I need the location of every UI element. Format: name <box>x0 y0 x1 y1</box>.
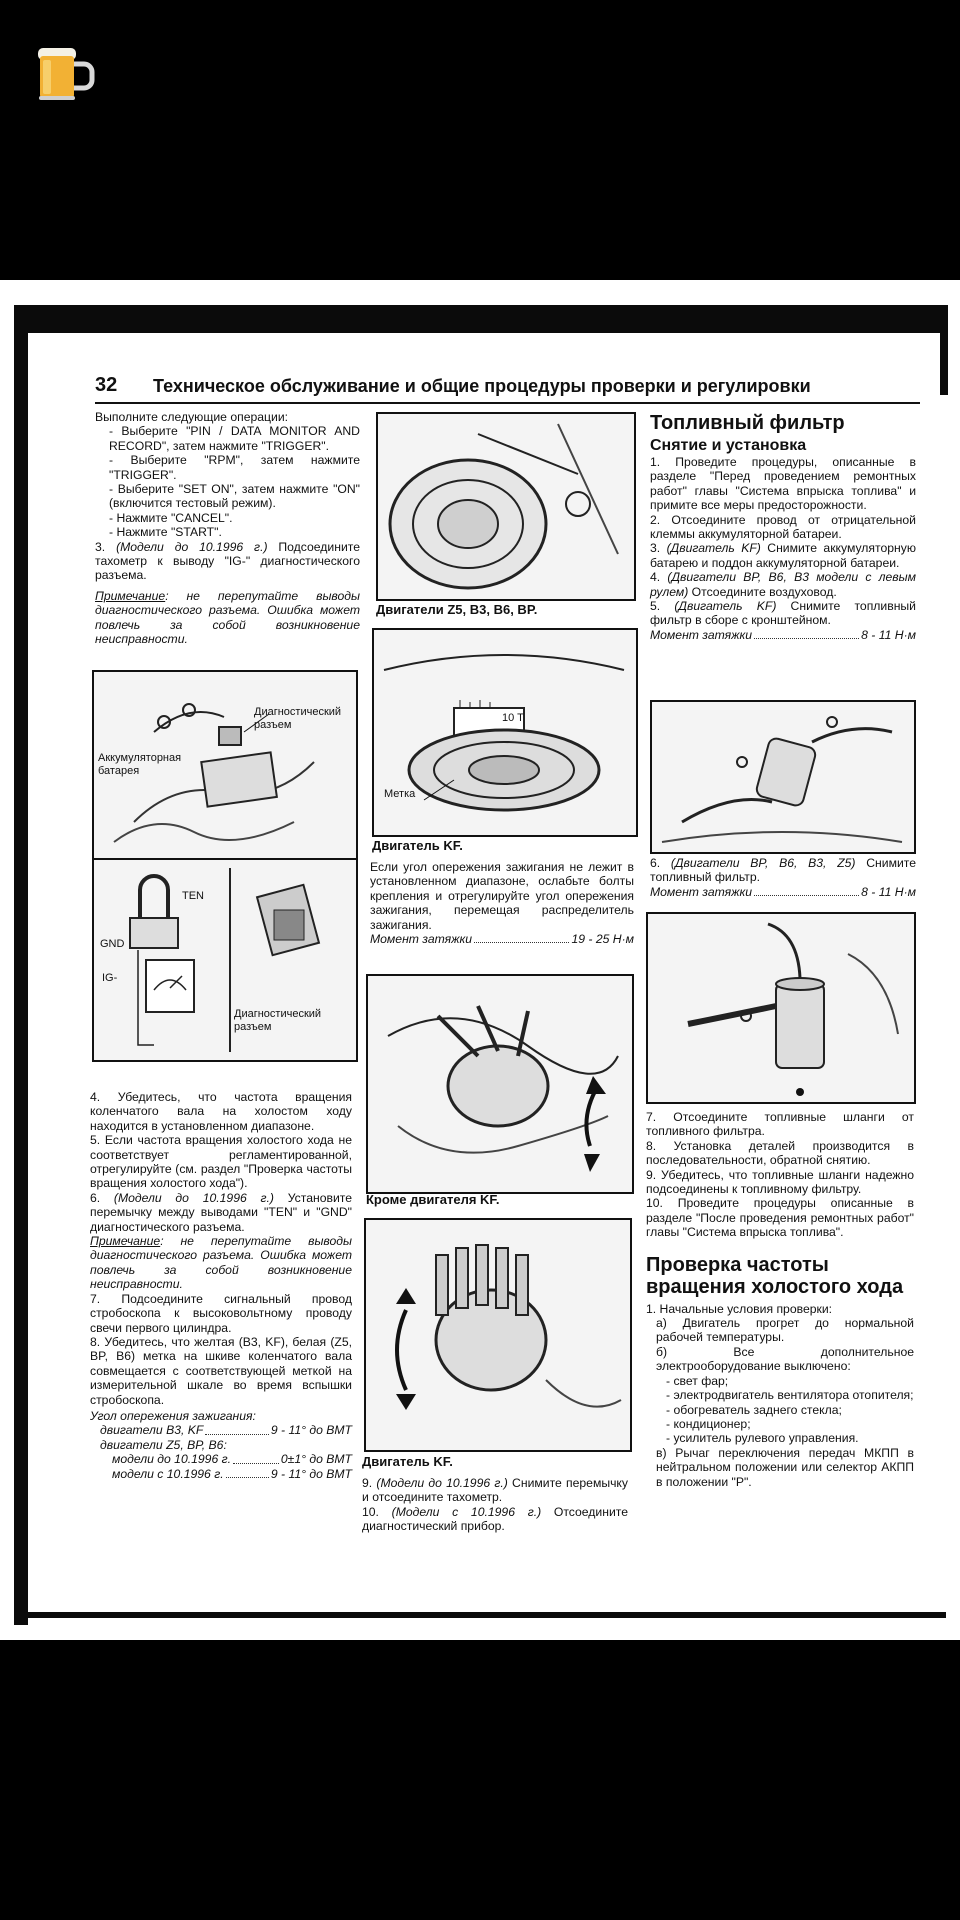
op-item: - Нажмите "CANCEL". <box>109 510 233 525</box>
intro-text: Выполните следующие операции: <box>95 410 289 424</box>
distributor-illustration <box>368 976 632 1192</box>
step-6: 6. (Модели до 10.1996 г.) Установите перемычку между выводами "TEN" и "GND" диагностического разъема. <box>90 1190 352 1234</box>
right-column-mid <box>650 856 916 899</box>
filter-step-2: 2. Отсоедините провод от отрицательной клеммы аккумуляторной батареи. <box>650 512 916 542</box>
figure-battery-connector <box>92 670 358 862</box>
check-subitem: - электродвигатель вентилятора отопителя; <box>666 1388 914 1403</box>
step-4: 4. Убедитесь, что частота вращения коленчатого вала на холостом ходу находится в установленном диапазоне. <box>90 1090 352 1133</box>
filter-step-7: 7. Отсоедините топливные шланги от топливного фильтра. <box>646 1110 914 1139</box>
figure-distributor-kf <box>364 1218 632 1452</box>
adjust-paragraph: Если угол опережения зажигания не лежит в установленном диапазоне, ослабьте болты крепления и отрегулируйте угол опережения зажигания, перемещая распределитель зажигания. <box>370 860 634 932</box>
filter-step-6: 6. (Двигатели BP, B6, B3, Z5) Снимите топливный фильтр. <box>650 856 916 885</box>
op-item: - Выберите "SET ON", затем нажмите "ON" (включится тестовый режим). <box>109 482 360 511</box>
spec-title: Угол опережения зажигания: <box>90 1408 256 1423</box>
figure-fuel-filter <box>646 912 916 1104</box>
label-mark: Метка <box>384 788 416 800</box>
figure-distributor <box>366 974 634 1194</box>
figure-pulley-z5 <box>376 412 636 601</box>
spec-row: модели до 10.1996 г. 0±1° до ВМТ <box>112 1452 352 1467</box>
note-1: Примечание: не перепутайте выводы диагностического разъема. Ошибка может повлечь за собой возникновение неисправности. <box>95 588 360 647</box>
check-subitem: - кондиционер; <box>666 1416 751 1431</box>
middle-text-1 <box>370 860 634 946</box>
filter-step-10: 10. Проведите процедуры описанные в разделе "После проведения ремонтных работ" главы "Система впрыска топлива". <box>646 1196 914 1240</box>
pulley-illustration <box>378 414 634 599</box>
right-column-top <box>650 412 916 642</box>
torque-spec-1: Момент затяжки 8 - 11 Н·м <box>650 627 916 642</box>
spec-row: двигатели B3, KF 9 - 11° до ВМТ <box>100 1423 352 1438</box>
page-header <box>95 374 920 404</box>
filter-step-9: 9. Убедитесь, что топливные шланги надежно подсоединены к топливному фильтру. <box>646 1167 914 1197</box>
heading-fuel-filter: Топливный фильтр <box>650 412 845 434</box>
caption-except-kf: Кроме двигателя KF. <box>366 1192 500 1207</box>
beer-mug-icon <box>30 38 100 108</box>
heading-idle-check: Проверка частоты вращения холостого хода <box>646 1253 904 1298</box>
filter-step-1: 1. Проведите процедуры, описанные в разделе "Перед проведением ремонтных работ" главы "Система впрыска топлива" и примите все меры предосторожности. <box>650 455 916 513</box>
label-10t: 10 T <box>502 712 524 724</box>
filter-step-3: 3. (Двигатель KF) Снимите аккумуляторную батарею и поддон аккумуляторной батареи. <box>650 541 916 570</box>
step-9: 9. (Модели до 10.1996 г.) Снимите перемычку и отсоедините тахометр. <box>362 1476 628 1505</box>
spec-row: модели с 10.1996 г. 9 - 11° до ВМТ <box>112 1466 352 1481</box>
heading-removal: Снятие и установка <box>650 437 807 454</box>
step-10: 10. (Модели с 10.1996 г.) Отсоедините диагностический прибор. <box>362 1504 628 1534</box>
caption-distributor-kf: Двигатель KF. <box>362 1454 453 1469</box>
scan-border-bottom <box>14 1612 946 1618</box>
op-item: - Выберите "PIN / DATA MONITOR AND RECORD", затем нажмите "TRIGGER". <box>109 424 360 453</box>
op-item: - Нажмите "START". <box>109 525 222 540</box>
label-diagnostic-connector: Диагностический разъем <box>254 706 342 731</box>
check-subitem: - свет фар; <box>666 1373 729 1388</box>
label-connector: Диагностический разъем <box>234 1008 322 1033</box>
scan-border-top <box>14 305 946 333</box>
filter-step-8: 8. Установка деталей производится в последовательности, обратной снятию. <box>646 1138 914 1168</box>
check-subitem: - обогреватель заднего стекла; <box>666 1402 842 1417</box>
check-item-b: б) Все дополнительное электрооборудование выключено: <box>656 1344 914 1374</box>
figure-pulley-kf <box>372 628 638 837</box>
caption-fig-kf: Двигатель KF. <box>372 838 463 853</box>
label-ten: TEN <box>182 890 204 902</box>
fuel-filter-kf-illustration <box>652 702 914 852</box>
filter-step-4: 4. (Двигатели BP, B6, B3 модели с левым рулем) Отсоедините воздуховод. <box>650 570 916 599</box>
fuel-filter-illustration <box>648 914 914 1102</box>
torque-spec-2: Момент затяжки 8 - 11 Н·м <box>650 884 916 899</box>
step-8: 8. Убедитесь, что желтая (B3, KF), белая (Z5, BP, B6) метка на шкиве коленчатого вала совмещается с соответствующей меткой на измерительной шкале во время вспышки стробоскопа. <box>90 1334 352 1407</box>
distributor-kf-illustration <box>366 1220 630 1450</box>
step-5: 5. Если частота вращения холостого хода не соответствует регламентированной, отрегулируйте (см. раздел "Проверка частоты вращения холостого хода"). <box>90 1133 352 1191</box>
filter-step-5: 5. (Двигатель KF) Снимите топливный фильтр в сборе с кронштейном. <box>650 599 916 628</box>
torque-spec: Момент затяжки 19 - 25 Н·м <box>370 932 634 947</box>
step-3: 3. (Модели до 10.1996 г.) Подсоедините тахометр к выводу "IG-" диагностического разъема. <box>95 539 360 583</box>
check-item-a: а) Двигатель прогрет до нормальной рабочей температуры. <box>656 1316 914 1345</box>
scan-border-left <box>14 305 28 1625</box>
op-item: - Выберите "RPM", затем нажмите "TRIGGER". <box>109 453 360 482</box>
page-number: 32 <box>95 374 118 396</box>
scan-border-right <box>940 305 948 395</box>
right-column-bottom <box>646 1110 914 1489</box>
spec-row: двигатели Z5, BP, B6: <box>100 1437 227 1452</box>
page-title: Техническое обслуживание и общие процедуры проверки и регулировки <box>153 376 811 396</box>
check-step-1: 1. Начальные условия проверки: <box>646 1301 833 1316</box>
label-gnd: GND <box>100 938 125 950</box>
left-column-bottom <box>90 1090 352 1481</box>
pulley-kf-illustration <box>374 630 636 835</box>
step-7: 7. Подсоедините сигнальный провод стробоскопа к высоковольтному проводу свечи первого цилиндра. <box>90 1291 352 1335</box>
label-battery: Аккумуляторная батарея <box>98 752 198 778</box>
figure-tachometer-wiring <box>92 858 358 1062</box>
figure-fuel-filter-kf <box>650 700 916 854</box>
label-ig: IG- <box>102 972 118 984</box>
check-item-v: в) Рычаг переключения передач МКПП в нейтральном положении или селектор АКПП в положении "P". <box>656 1445 914 1489</box>
check-subitem: - усилитель рулевого управления. <box>666 1431 859 1446</box>
left-column-top <box>95 410 360 647</box>
caption-fig-z5: Двигатели Z5, B3, B6, BP. <box>376 602 538 617</box>
note-2: Примечание: не перепутайте выводы диагностического разъема. Ошибка может повлечь за собой возникновение неисправности. <box>90 1234 352 1292</box>
middle-text-2 <box>362 1476 628 1534</box>
